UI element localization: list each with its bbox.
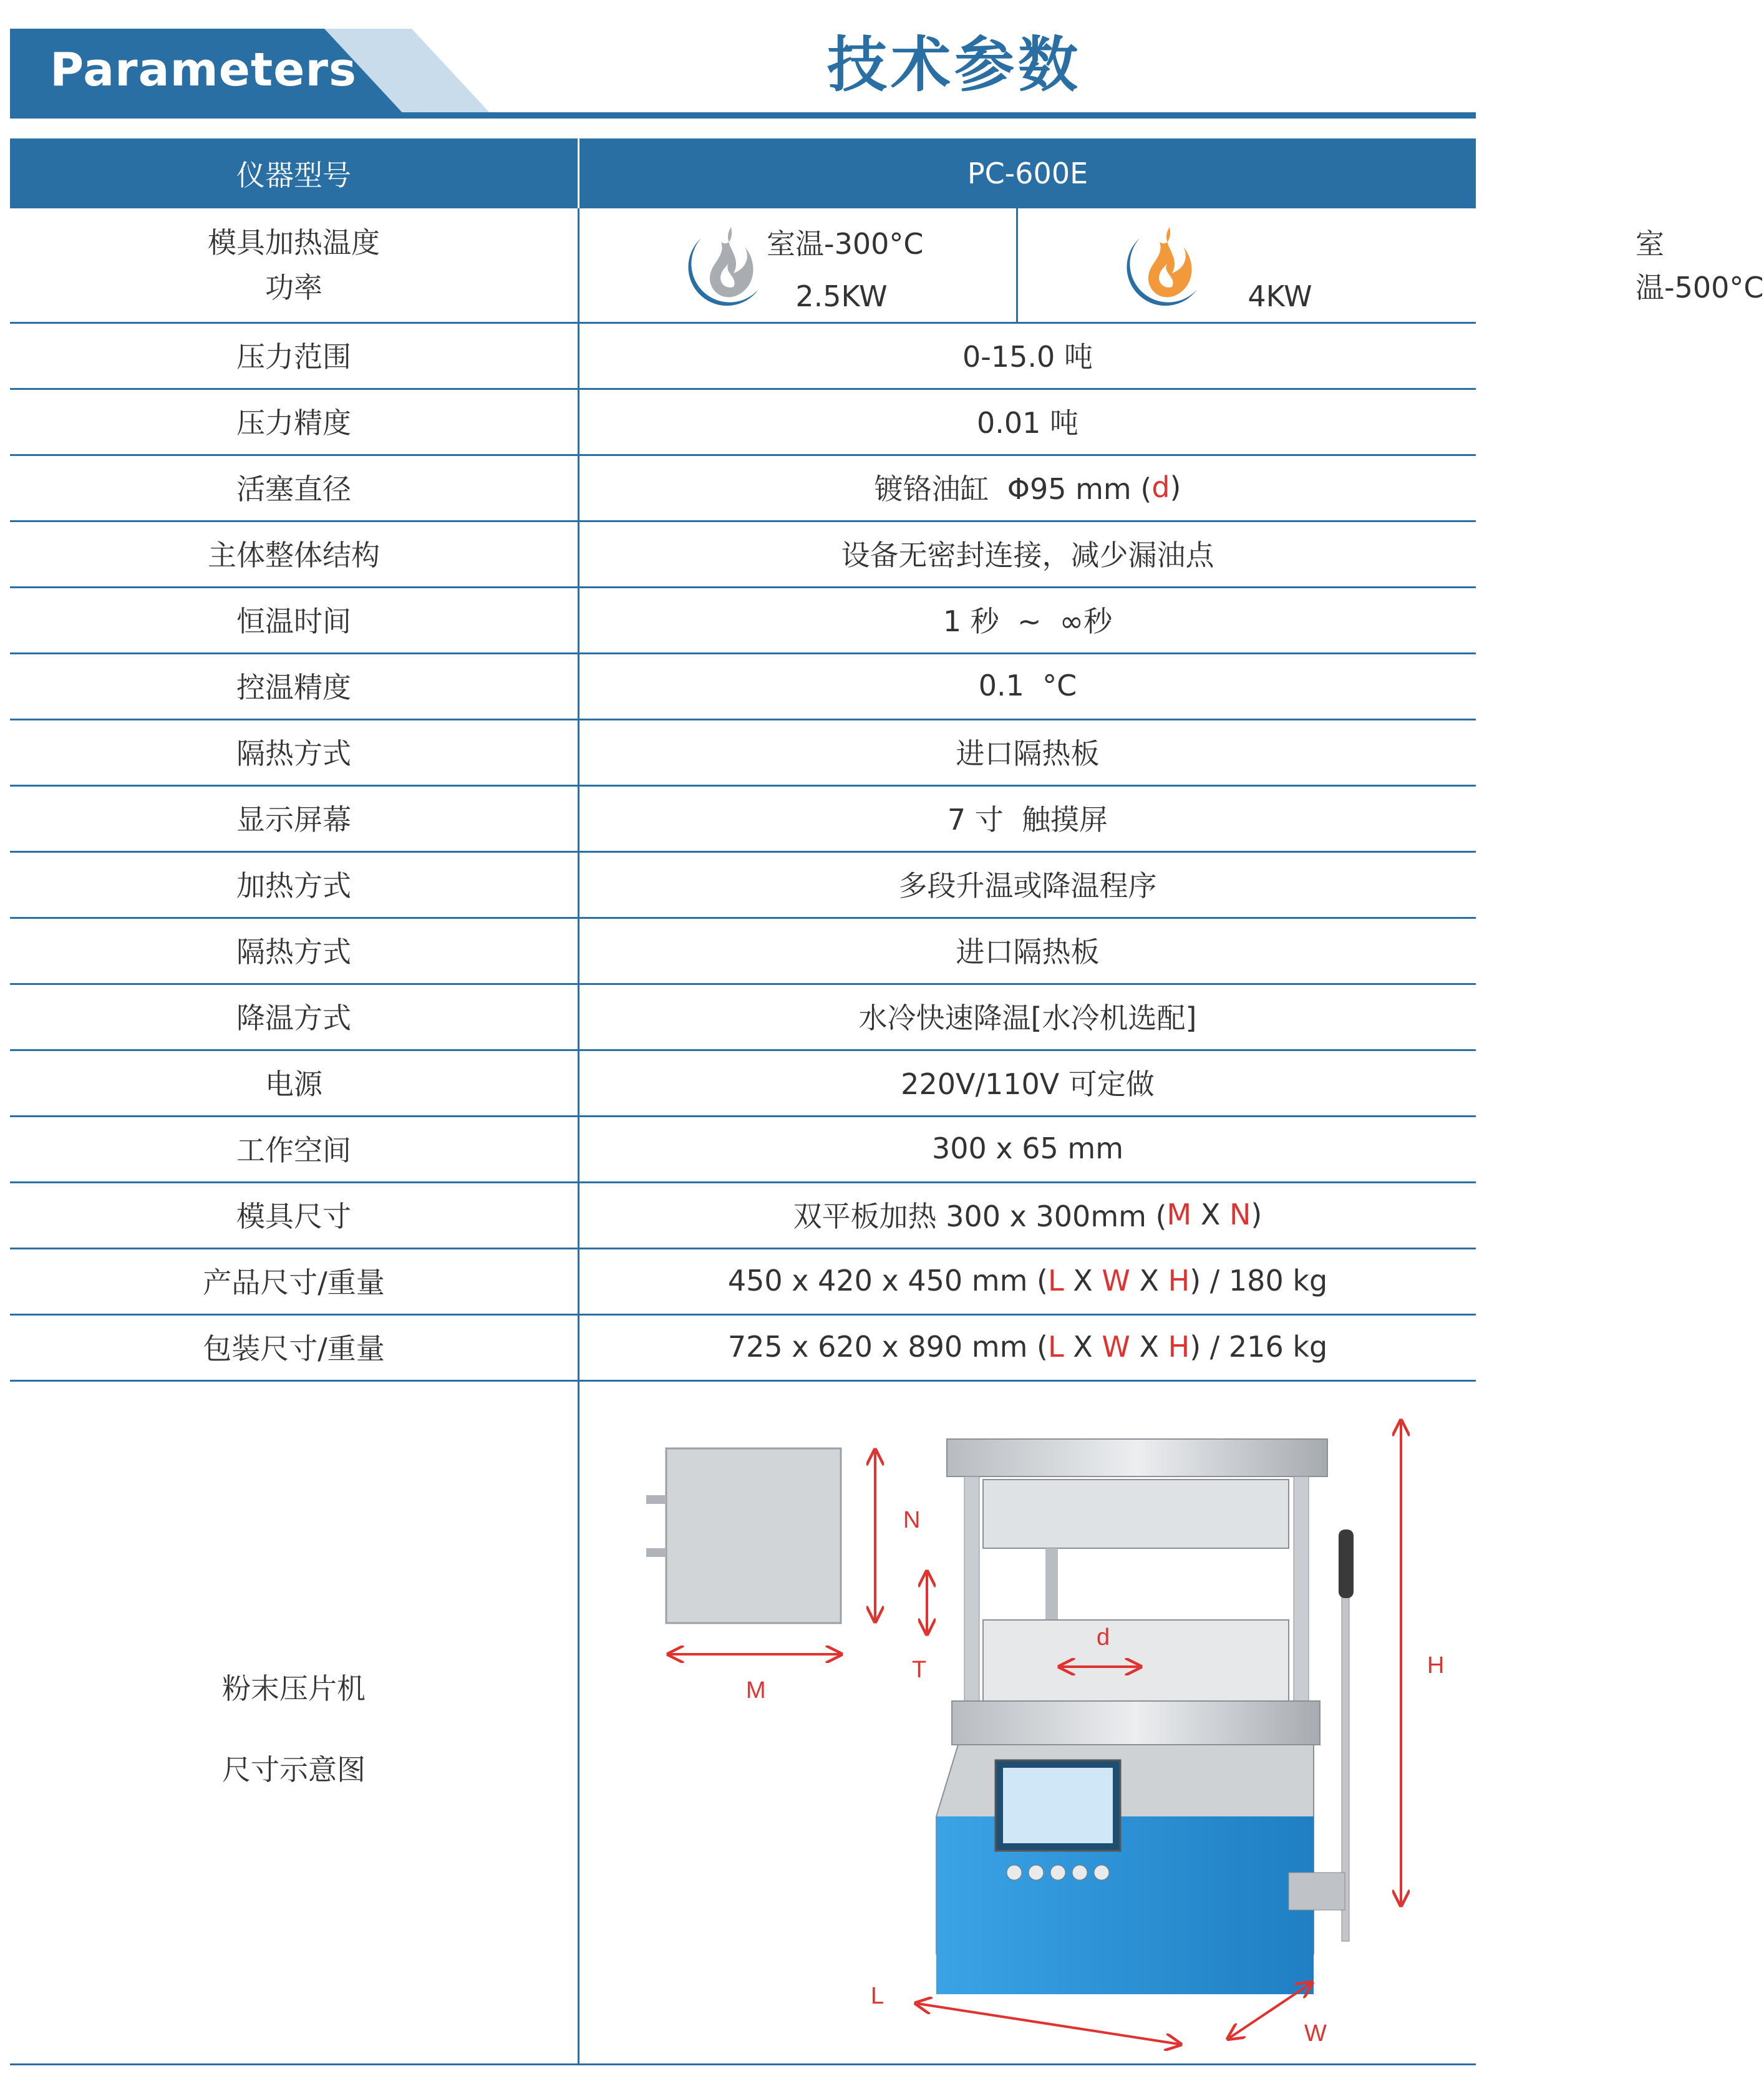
heating-power-high: 4KW — [1248, 279, 1312, 313]
heating-power-standard: 2.5KW — [795, 279, 888, 313]
header-divider — [10, 112, 1476, 119]
spec-label: 压力范围 — [236, 340, 351, 374]
table-header-row — [10, 138, 1476, 208]
table-row — [10, 652, 1476, 720]
value-text: ) — [1251, 1198, 1262, 1231]
spec-value: 水冷快速降温[水冷机选配] — [578, 983, 1476, 1049]
dimension-code: W — [1102, 1264, 1130, 1297]
header-label: 仪器型号 — [236, 158, 351, 192]
spec-value — [578, 1181, 1476, 1248]
spec-value — [578, 1248, 1476, 1314]
spec-label: 显示屏幕 — [236, 803, 351, 836]
spec-value: 0.1 °C — [578, 652, 1476, 719]
header-tab-label: Parameters — [50, 43, 357, 97]
heating-label — [10, 208, 578, 322]
value-text: ) — [1170, 470, 1181, 504]
dim-label-T: T — [912, 1657, 927, 1683]
spec-label: 加热方式 — [236, 869, 351, 903]
dimension-code: H — [1168, 1330, 1190, 1364]
dimension-code: W — [1102, 1330, 1130, 1364]
spec-value — [578, 1314, 1476, 1380]
value-text: 镀铬油缸 Φ95 mm ( — [874, 472, 1152, 506]
dim-label-d: d — [1097, 1624, 1110, 1651]
table-row — [10, 1181, 1476, 1249]
model-name: PC-600E — [578, 138, 1476, 208]
spec-value: 进口隔热板 — [578, 917, 1476, 983]
spec-value: 7 寸 触摸屏 — [578, 785, 1476, 851]
value-text: 450 x 420 x 450 mm ( — [727, 1264, 1048, 1297]
dimension-code: L — [1047, 1330, 1064, 1364]
spec-value — [578, 454, 1476, 520]
value-text: ) / 180 kg — [1190, 1264, 1328, 1297]
spec-label: 包装尺寸/重量 — [203, 1332, 385, 1365]
heating-options — [578, 208, 1764, 322]
dim-label-H: H — [1427, 1652, 1445, 1679]
spec-value: 0.01 吨 — [578, 388, 1476, 454]
table-row — [10, 1049, 1476, 1117]
heating-range-high: 室温-500°C — [1636, 227, 1764, 304]
table-row — [10, 520, 1476, 588]
mould-plate-image — [646, 1448, 841, 1623]
dimension-code: L — [1047, 1264, 1064, 1297]
heating-option-high — [1016, 208, 1764, 322]
flame-icon-gray — [676, 220, 770, 313]
heating-option-standard — [579, 208, 1016, 322]
value-text: 725 x 620 x 890 mm ( — [727, 1330, 1048, 1364]
table-row — [10, 1248, 1476, 1316]
table-row — [10, 586, 1476, 654]
spec-label: 主体整体结构 — [208, 538, 380, 572]
table-row — [10, 454, 1476, 522]
spec-label: 恒温时间 — [236, 604, 351, 638]
page-header — [0, 0, 1484, 125]
dim-label-M: M — [746, 1677, 766, 1704]
spec-label: 工作空间 — [236, 1133, 351, 1167]
value-text: 双平板加热 300 x 300mm ( — [793, 1200, 1167, 1233]
heating-label-line1: 模具加热温度 — [208, 226, 380, 259]
heating-row — [10, 208, 1764, 324]
value-text: X — [1064, 1330, 1102, 1364]
spec-label: 降温方式 — [236, 1001, 351, 1035]
spec-value: 设备无密封连接，减少漏油点 — [578, 520, 1476, 586]
spec-label: 压力精度 — [236, 406, 351, 440]
table-row — [10, 785, 1476, 853]
dimension-code: H — [1168, 1264, 1190, 1297]
value-text: X — [1130, 1330, 1168, 1364]
table-row — [10, 1115, 1476, 1183]
table-row — [10, 851, 1476, 919]
page-title: 技术参数 — [827, 30, 1082, 100]
spec-value: 多段升温或降温程序 — [578, 851, 1476, 917]
value-text: X — [1064, 1264, 1102, 1297]
table-row — [10, 983, 1476, 1051]
spec-label: 电源 — [265, 1067, 322, 1101]
press-machine-image — [936, 1439, 1354, 1994]
flame-icon-orange — [1115, 220, 1208, 313]
table-row — [10, 322, 1476, 390]
spec-value: 进口隔热板 — [578, 719, 1476, 785]
heating-label-line2: 功率 — [265, 271, 322, 304]
spec-value: 1 秒 ~ ∞秒 — [578, 586, 1476, 652]
table-row — [10, 1314, 1476, 1382]
table-row — [10, 917, 1476, 985]
dim-label-L: L — [871, 1983, 884, 2009]
spec-label: 活塞直径 — [236, 472, 351, 506]
dimension-code: N — [1229, 1198, 1251, 1231]
spec-label: 模具尺寸 — [236, 1200, 351, 1233]
spec-value: 300 x 65 mm — [578, 1115, 1476, 1181]
heating-range-standard: 室温-300°C — [767, 227, 924, 261]
spec-label: 产品尺寸/重量 — [203, 1266, 385, 1299]
dimension-code: d — [1151, 470, 1170, 504]
spec-value: 0-15.0 吨 — [578, 322, 1476, 388]
dimension-code: M — [1166, 1198, 1192, 1231]
table-row — [10, 719, 1476, 787]
value-text: X — [1191, 1198, 1229, 1231]
diagram-label-line2: 尺寸示意图 — [222, 1753, 366, 1786]
value-text: X — [1130, 1264, 1168, 1297]
dim-label-W: W — [1304, 2020, 1327, 2047]
value-text: ) / 216 kg — [1190, 1330, 1328, 1364]
spec-label: 控温精度 — [236, 671, 351, 704]
spec-value: 220V/110V 可定做 — [578, 1049, 1476, 1115]
spec-label: 隔热方式 — [236, 935, 351, 969]
dimension-diagram — [578, 1380, 1476, 2063]
diagram-label-line1: 粉末压片机 — [222, 1672, 366, 1705]
diagram-row — [10, 1380, 1476, 2065]
table-row — [10, 388, 1476, 456]
spec-label: 隔热方式 — [236, 737, 351, 770]
press-diagram-svg — [578, 1380, 1476, 2063]
dim-label-N: N — [903, 1507, 921, 1533]
